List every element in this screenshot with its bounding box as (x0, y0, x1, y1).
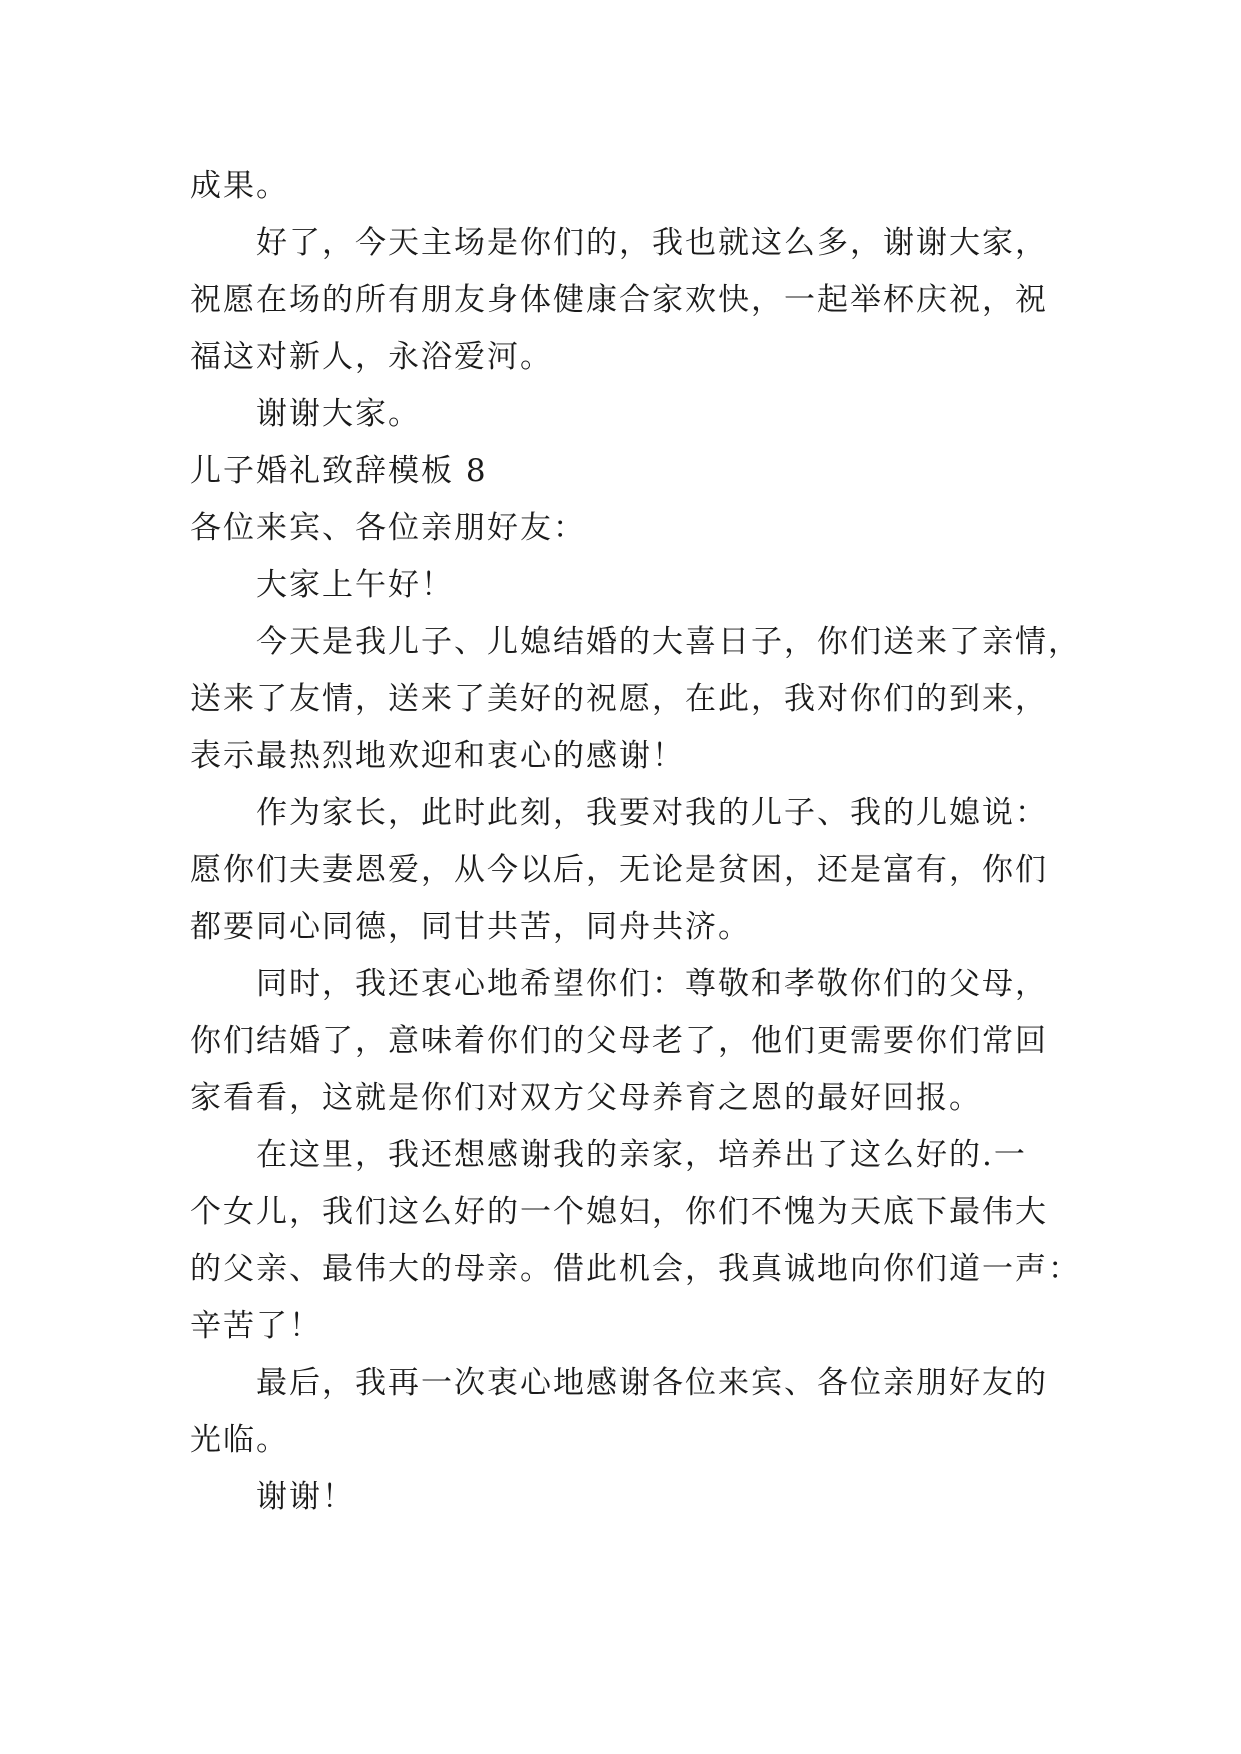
text-line: 最后，我再一次衷心地感谢各位来宾、各位亲朋好友的 (256, 1365, 1048, 1401)
text-line: 都要同心同德，同甘共苦，同舟共济。 (190, 909, 751, 945)
text-line: 你们结婚了，意味着你们的父母老了，他们更需要你们常回 (190, 1023, 1048, 1059)
text-line: 祝愿在场的所有朋友身体健康合家欢快，一起举杯庆祝，祝 (190, 282, 1048, 318)
text-line: 辛苦了！ (190, 1308, 322, 1344)
text-line: 谢谢！ (256, 1479, 355, 1515)
text-line: 今天是我儿子、儿媳结婚的大喜日子，你们送来了亲情， (256, 624, 1081, 660)
text-line: 谢谢大家。 (256, 396, 421, 432)
text-line: 光临。 (190, 1422, 289, 1458)
text-line: 好了，今天主场是你们的，我也就这么多，谢谢大家， (256, 225, 1048, 261)
section-heading: 儿子婚礼致辞模板 8 (190, 453, 488, 489)
text-line: 在这里，我还想感谢我的亲家，培养出了这么好的.一 (256, 1137, 1027, 1173)
text-line: 大家上午好！ (256, 567, 454, 603)
text-line: 送来了友情，送来了美好的祝愿，在此，我对你们的到来， (190, 681, 1048, 717)
text-line: 表示最热烈地欢迎和衷心的感谢！ (190, 738, 685, 774)
text-line: 同时，我还衷心地希望你们：尊敬和孝敬你们的父母， (256, 966, 1048, 1002)
text-line: 愿你们夫妻恩爱，从今以后，无论是贫困，还是富有，你们 (190, 852, 1048, 888)
text-line: 成果。 (190, 168, 289, 204)
text-line: 个女儿，我们这么好的一个媳妇，你们不愧为天底下最伟大 (190, 1194, 1048, 1230)
text-line: 的父亲、最伟大的母亲。借此机会，我真诚地向你们道一声： (190, 1251, 1081, 1287)
text-line: 家看看，这就是你们对双方父母养育之恩的最好回报。 (190, 1080, 982, 1116)
text-line: 福这对新人，永浴爱河。 (190, 339, 553, 375)
text-line: 作为家长，此时此刻，我要对我的儿子、我的儿媳说： (256, 795, 1048, 831)
document-body (190, 158, 1081, 1526)
salutation: 各位来宾、各位亲朋好友： (190, 510, 586, 546)
